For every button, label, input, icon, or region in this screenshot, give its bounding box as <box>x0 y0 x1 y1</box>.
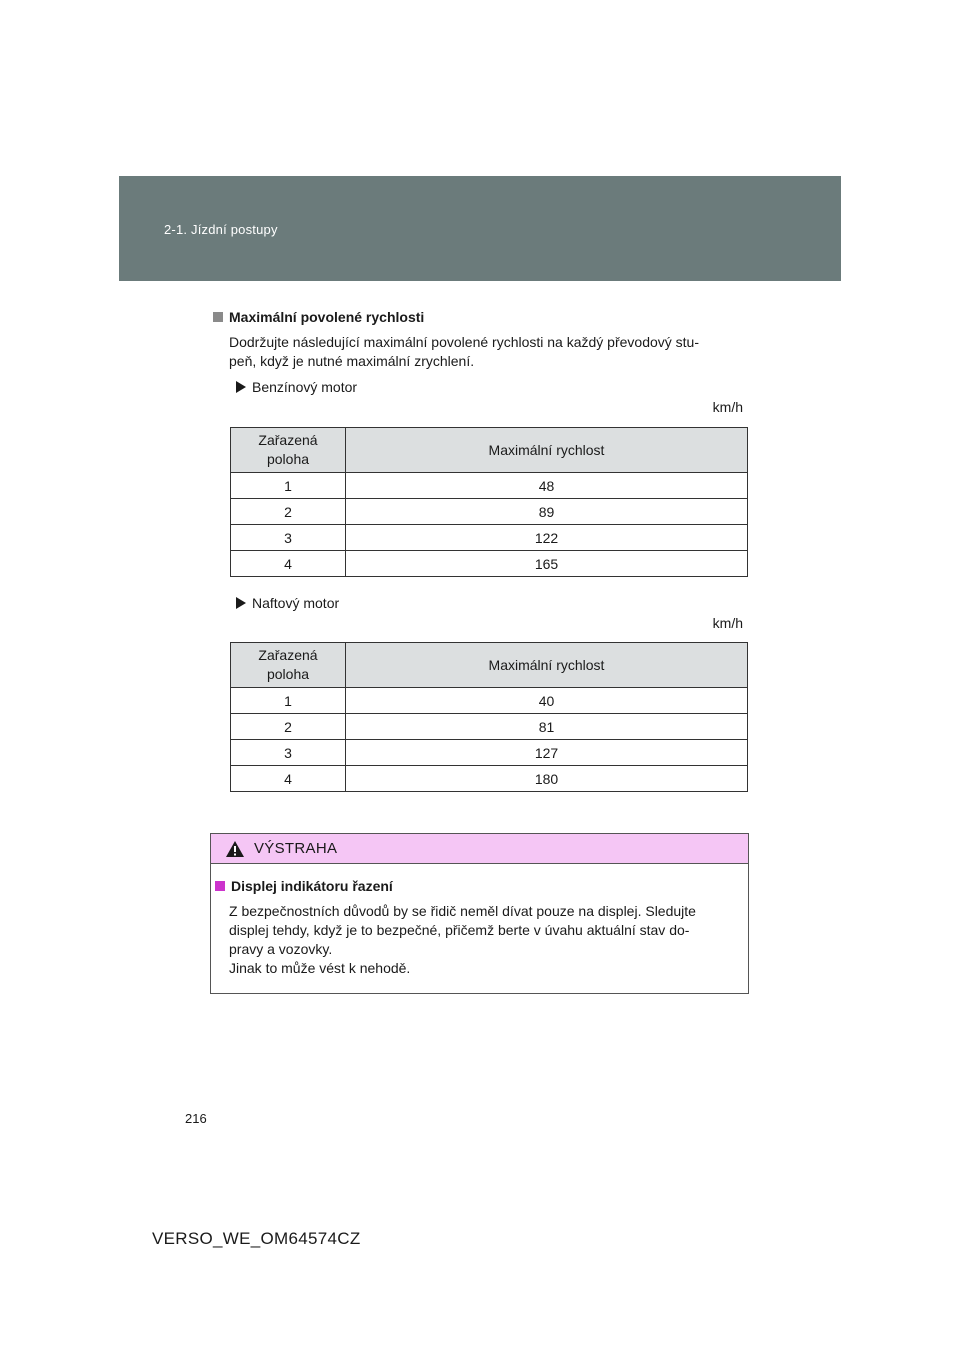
diesel-engine-label-text: Naftový motor <box>252 595 340 611</box>
gear-cell: 4 <box>231 551 346 577</box>
warning-line: Z bezpečnostních důvodů by se řidič neměl dívat pouze na displej. Sledujte <box>229 903 696 919</box>
gear-cell: 1 <box>231 473 346 499</box>
speed-cell: 165 <box>346 551 748 577</box>
header-band <box>119 176 841 281</box>
gear-cell: 1 <box>231 688 346 714</box>
petrol-engine-label <box>236 379 357 395</box>
speed-cell: 40 <box>346 688 748 714</box>
section-title: 2-1. Jízdní postupy <box>164 222 278 237</box>
speed-cell: 122 <box>346 525 748 551</box>
speed-cell: 48 <box>346 473 748 499</box>
gear-cell: 3 <box>231 525 346 551</box>
warning-heading-text: Displej indikátoru řazení <box>231 878 393 894</box>
table-header-row <box>231 428 748 473</box>
gear-cell: 4 <box>231 766 346 792</box>
speed-cell: 180 <box>346 766 748 792</box>
page-number: 216 <box>185 1111 207 1126</box>
table-row <box>231 525 748 551</box>
table-row <box>231 740 748 766</box>
section-heading-text: Maximální povolené rychlosti <box>229 309 425 325</box>
triangle-bullet-icon <box>236 597 246 609</box>
table-row <box>231 551 748 577</box>
col-header-gear: Zařazená poloha <box>231 643 346 688</box>
warning-title: VÝSTRAHA <box>254 840 338 857</box>
diesel-speed-table <box>230 642 748 792</box>
document-code: VERSO_WE_OM64574CZ <box>152 1229 361 1248</box>
square-bullet-icon <box>213 312 223 322</box>
col-header-max-speed: Maximální rychlost <box>346 643 748 688</box>
table-row <box>231 473 748 499</box>
speed-cell: 81 <box>346 714 748 740</box>
table-row <box>231 499 748 525</box>
diesel-engine-label <box>236 595 339 611</box>
warning-triangle-icon <box>225 840 245 858</box>
gear-cell: 2 <box>231 499 346 525</box>
triangle-bullet-icon <box>236 381 246 393</box>
col-header-gear: Zařazená poloha <box>231 428 346 473</box>
col-header-max-speed: Maximální rychlost <box>346 428 748 473</box>
section-heading <box>213 309 424 325</box>
warning-header <box>211 834 748 864</box>
diesel-unit: km/h <box>712 615 743 631</box>
table-row <box>231 688 748 714</box>
gear-cell: 3 <box>231 740 346 766</box>
petrol-speed-table <box>230 427 748 577</box>
warning-line: displej tehdy, když je to bezpečné, přičemž berte v úvahu aktuální stav do- <box>229 922 690 938</box>
warning-line: pravy a vozovky. <box>229 941 333 957</box>
warning-line: Jinak to může vést k nehodě. <box>229 960 411 976</box>
warning-heading <box>215 878 393 894</box>
gear-cell: 2 <box>231 714 346 740</box>
petrol-unit: km/h <box>712 399 743 415</box>
paragraph-line: Dodržujte následující maximální povolené rychlosti na každý převodový stu- <box>229 334 700 350</box>
warning-box <box>210 833 749 994</box>
warning-text <box>229 902 743 978</box>
square-bullet-icon <box>215 881 225 891</box>
table-row <box>231 766 748 792</box>
speed-cell: 127 <box>346 740 748 766</box>
intro-paragraph <box>229 333 743 371</box>
table-row <box>231 714 748 740</box>
speed-cell: 89 <box>346 499 748 525</box>
petrol-engine-label-text: Benzínový motor <box>252 379 358 395</box>
table-header-row <box>231 643 748 688</box>
paragraph-line: peň, když je nutné maximální zrychlení. <box>229 353 475 369</box>
